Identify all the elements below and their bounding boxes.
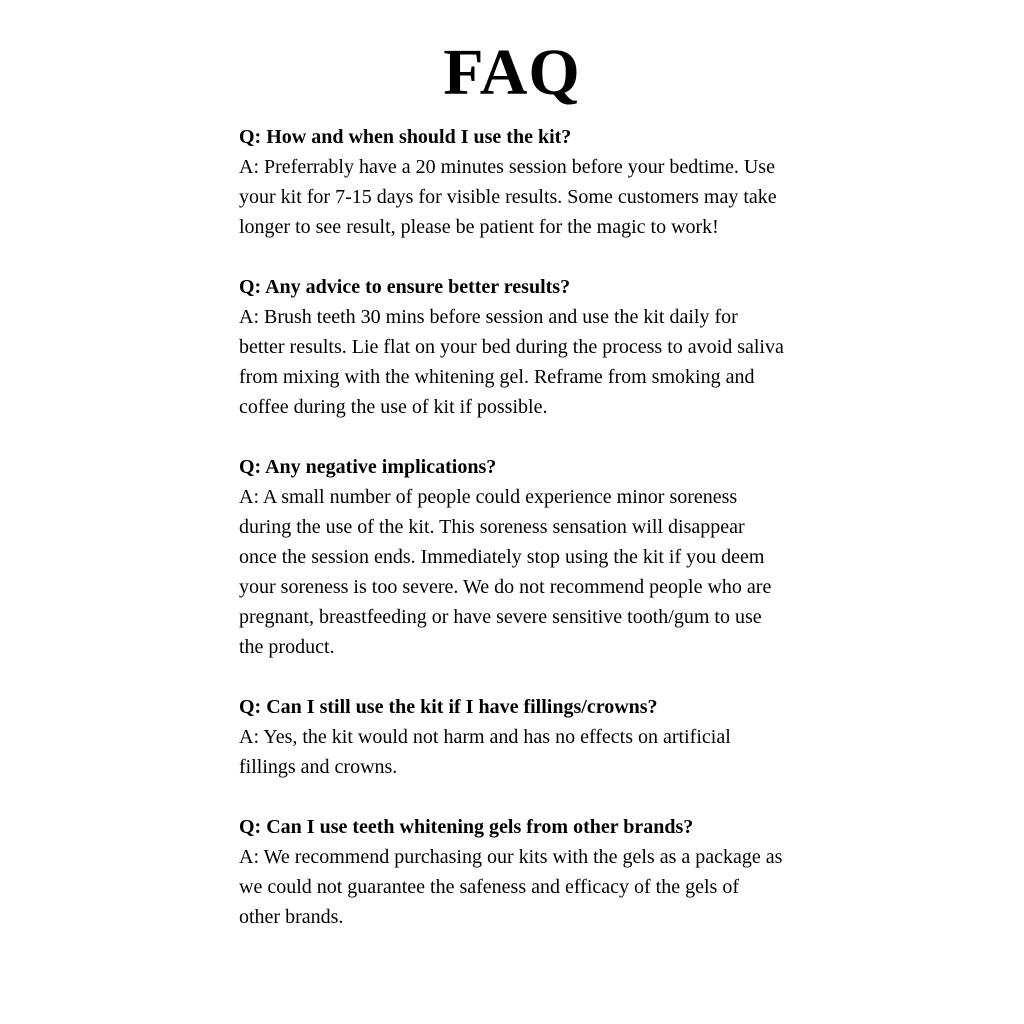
- page-title: FAQ: [443, 36, 581, 109]
- faq-section: [239, 452, 785, 662]
- faq-answer: A: Preferrably have a 20 minutes session before your bedtime. Use your kit for 7-15 days for visible results. Some customers may take longer to see result, please be patient for the magic to work!: [239, 156, 777, 238]
- faq-answer: A: We recommend purchasing our kits with the gels as a package as we could not guarantee the safeness and efficacy of the gels of other brands.: [239, 846, 783, 928]
- faq-section: [239, 812, 785, 932]
- faq-question: Q: How and when should I use the kit?: [239, 126, 572, 148]
- faq-section: [239, 122, 785, 242]
- faq-content-column: [239, 122, 785, 932]
- faq-answer: A: Yes, the kit would not harm and has no effects on artificial fillings and crowns.: [239, 726, 731, 778]
- faq-question: Q: Can I still use the kit if I have fillings/crowns?: [239, 696, 658, 718]
- faq-answer: A: Brush teeth 30 mins before session and use the kit daily for better results. Lie flat on your bed during the process to avoid saliva from mixing with the whitening gel. Reframe from smoking and coffee during the use of kit if possible.: [239, 306, 784, 418]
- faq-answer: A: A small number of people could experience minor soreness during the use of the kit. This soreness sensation will disappear once the session ends. Immediately stop using the kit if you deem your soreness is too severe. We do not recommend people who are pregnant, breastfeeding or have severe sensitive tooth/gum to use the product.: [239, 486, 772, 658]
- faq-question: Q: Any negative implications?: [239, 456, 497, 478]
- faq-section: [239, 272, 785, 422]
- faq-question: Q: Any advice to ensure better results?: [239, 276, 571, 298]
- faq-question: Q: Can I use teeth whitening gels from other brands?: [239, 816, 694, 838]
- faq-section: [239, 692, 785, 782]
